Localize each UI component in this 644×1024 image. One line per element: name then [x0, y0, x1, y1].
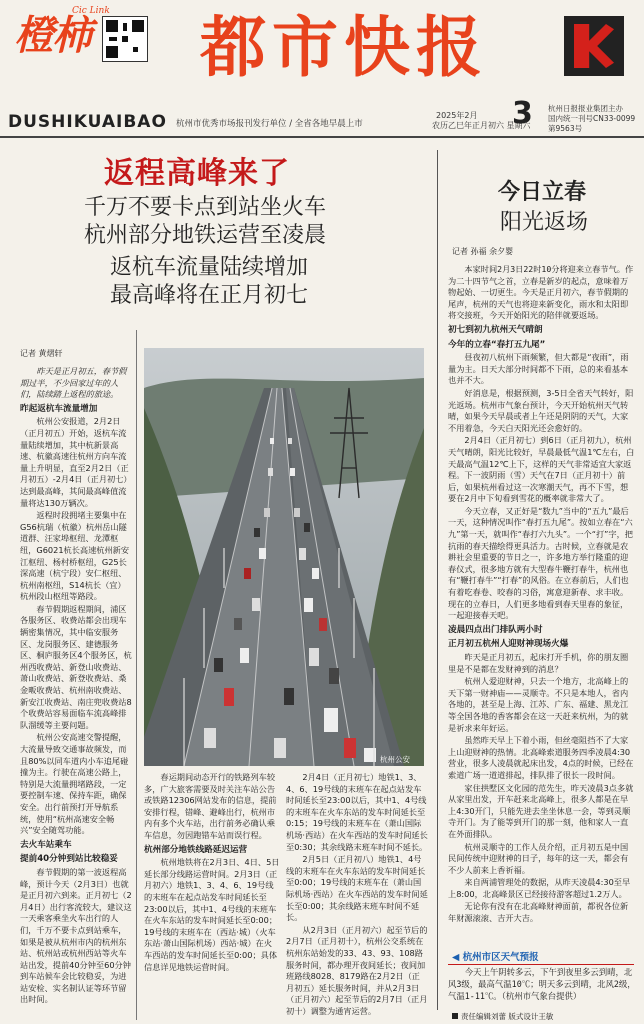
right-subheadline: 阳光返场: [500, 210, 589, 235]
paragraph: 春节假期的第一波返程高峰，预计今天（2月3日）也就是正月初六到来。正月初七（2月4日）出行客流较大，建议这一天乘客乘坐火车出行的人们，千万不要卡点到站乘车，如果是被从杭州市内的杭州东站、杭州站或杭州西站等火车站出发，提前40分钟至60分钟到车站候车会比较稳妥，为进站安检、实名制认证等环节留出时间。: [20, 866, 132, 1005]
right-column-text: [448, 264, 636, 946]
slogan: 杭州市优秀市场报刊发行单位 / 全省各地早晨上市: [176, 119, 363, 129]
article-lead: 本家时间2月3日22时10分将迎来立春节气。作为二十四节气之首，立春是新岁的起点，意味着万物起始、一切更生。今天是正月初六，春节假期的尾声，杭州的天气也将迎来新变化，雨水和太阳即将交接班，今天开始阳光的陪伴就要返场。: [448, 264, 634, 321]
weather-forecast: 今天上午阴转多云，下午到夜里多云到晴，北风3级，最高气温10℃；明天多云到晴，北风2级，气温1-11℃。（杭州市气象台提供）: [448, 967, 636, 1001]
subheadline-1: 千万不要卡点到站坐火车: [84, 195, 327, 220]
qr-code[interactable]: [102, 16, 148, 62]
paragraph: 2月4日（正月初七）到6日（正月初九），杭州天气晴朗，阳光比较好，早晨最低气温1℃左右，白天最高气温12℃上下，这样的天气非常适宜大家返程。下一波阴雨（雪）天气在7日（正月初十）前后，如果杭州看过这一次寒潮天气，再不下雪，想要在2月中下旬看到雪花的概率就非常大了。: [448, 435, 635, 504]
logo-latin: Cic Link: [72, 6, 110, 16]
section-heading: 初七到初九杭州天气晴朗: [448, 324, 543, 335]
k-logo-icon: [564, 16, 624, 76]
paragraph: 杭州灵顺寺的工作人员介绍，正月初五是中国民间传统中迎财神的日子，每年的这一天，都会有不少人前来上香祈福。: [448, 841, 629, 875]
masthead-divider: [0, 136, 644, 138]
photo-caption: 杭州公安: [380, 755, 410, 764]
paragraph: 2月5日（正月初八）地铁1、4号线的末班车在火车东站的发车时间延长至0:00；19号线的末班车在（萧山国际机场·西站）在火车西站的发车时间延长至0:00；其余线路末班车时间不延长。: [286, 854, 428, 923]
column-divider: [437, 150, 438, 1010]
paragraph: 2月4日（正月初七）地铁1、3、4、6、19号线的末班车在起点站发车时间延长至23:00以后，其中1、4号线的末班车在火车东站的发车时间延长至0:15；19号线的末班车在（萧山国际机场·西站）在火车西站的发车时间延长至0:30；其余线路末班车时间不延长。: [286, 772, 428, 852]
highway-photo-illustration: [144, 348, 424, 766]
paragraph: 今天立春，又正好是“数九”当中的“五九”最后一天，这种情况叫作“春打五九尾”。按如立春在“六九”第一天，就叫作“春打六九头”。一个“打”字，把抗雨的春天描绘得更具活力。古时候，立春就是农耕社会里重要的节日之一，许多地方举行隆重的迎春仪式，很多地方就有大型春牛鞭打春牛，杭州也有“鞭打春牛”“打春”的风俗。在立春前后，人们也有着吃春卷、咬春的习俗，寓意迎新春、求丰收。现在的立春日，人们更多地看到春天里春的象征，一起迎接春天吧。: [448, 505, 633, 621]
highway-traffic-photo: [144, 348, 424, 766]
page-number: 3: [512, 96, 533, 131]
section-subheading: 提前40分钟到站比较稳妥: [20, 854, 118, 865]
paragraph: 好消息是，根据预测，3-5日全省天气转好，阳光返场。杭州市气象台预计，今天开始杭州天气转晴，如果今天早晨或者上午还是阴阴的天气，大家不用着急，今天白天阳光还会愈好的。: [448, 387, 634, 433]
paragraph: 来自两浦管理处的数据，从昨天凌晨4:30至早上8:00，北高峰景区已经接待游客超过1.2万人。: [448, 877, 631, 899]
paragraph: 无论你有没有在北高峰财神面前，都祝各位新年财源滚滚、吉开大吉。: [448, 901, 629, 924]
paragraph: 杭州公安高速交警提醒，大流量导致交通事故频发，而且80%以同车道内小车追尾碰撞为主。行驶在高速公路上，特别是大流量拥堵路段，一定要控制车速、保持车距，确保安全。出行前预打开导航系统，使用“杭州高速安全畅兴”安全随驾功能。: [20, 732, 129, 836]
paragraph: 杭州地铁将在2月3日、4日、5日延长部分线路运营时间。2月3日（正月初六）地铁1、3、4、6、19号线的末班车在起点站发车时间延长至23:00以后，其中1、4号线的末班车在火车东站的发车时间延长至0:00；19号线的末班车在（西站·城）（火车东站·萧山国际机场）西站·城）在火车西站的发车时间延长至0:00；具体信息详见地铁运营时间。: [144, 857, 280, 972]
paragraph: 春节假期返程期间，浦区各服务区、收费站都会出现车辆密集情况，其中临安服务区、龙岗服务区、建德服务区、桐庐服务区4个服务区，杭州西收费站、新登山收费站、萧山收费站、新登收费站、桑金畈收费站、杭州南收费站、新安江收费站、南庄兜收费站8个收费站容易面临车流高峰排队溜缓等主要问题。: [20, 603, 132, 730]
paragraph: 春运期间动态开行的铁路列车较多，广大旅客需要及时关注车站公告或铁路12306网站发布的信息，提前安排行程，错峰、避峰出行，杭州市内有多个火车站，出行前务必确认乘车信息，勿因跑错车站而误行程。: [144, 772, 277, 840]
center-column-text-1: [144, 772, 280, 1020]
paragraph: 返程时段拥堵主要集中在G56杭瑞（杭徽）杭州岳山隧道群、汪家埠枢纽、龙潭枢纽，G6021杭长高速杭州新安江枢纽、杨村桥枢纽，G25长深高速（杭宁段）安仁枢纽、杭州南枢纽，S14杭长（宜）杭州段山枢纽等路段。: [20, 510, 130, 602]
paragraph: 昨天是正月初五，起床打开手机，你的朋友圈里是不是都在发财神到的消息？: [448, 652, 629, 674]
article-lead: 昨天是正月初五，春节假期过半，不少回家过年的人们，陆续踏上返程的旅途。: [20, 366, 127, 400]
paragraph: 从2月3日（正月初六）起至节后的2月7日（正月初十），杭州公交系统在杭州东站始发的33、43、93、108路服务时间，都办理开夜间延长；夜间加班路线8028、8179路在2月2日（正月初五）延长服务时间，并从2月3日（正月初六）起至节后的2月7日（正月初十）调整为通宵运营。: [286, 924, 428, 1016]
center-column-text-2: [286, 772, 428, 1020]
paragraph: 杭州人爱迎财神，只去一个地方，北高峰上的天下第一财神庙——灵顺寺。不只是本地人，省内各地的，甚至是上海、江苏、广东、福建、黑龙江等全国各地的香客都会在这一天赶来杭州，为的就是祈求来年好运。: [448, 676, 629, 733]
newspaper-pinyin: DUSHIKUAIBAO: [8, 112, 167, 132]
main-headline: 返程高峰来了: [104, 156, 290, 191]
section-heading: 去火车站乘车: [20, 839, 72, 850]
subheadline-4: 最高峰将在正月初七: [110, 283, 309, 308]
square-icon: [452, 1013, 458, 1019]
paragraph: 昼夜初八杭州下雨频繁，但大都是“夜雨”，雨量为主。日天大部分时间都不下雨，总的来看基本也并不大。: [448, 352, 629, 386]
section-heading: 杭州部分地铁线路延迟运营: [144, 844, 248, 855]
byline: 记者 黄熠轩: [20, 349, 63, 358]
editor-credit: 责任编辑刘蕾 版式设计王敏: [452, 1011, 553, 1022]
section-subheading: 今年的立春“春打五九尾”: [448, 339, 546, 350]
column-divider: [136, 330, 137, 1020]
date-line: 2025年2月: [436, 111, 478, 120]
subheadline-2: 杭州部分地铁运营至凌晨: [84, 223, 327, 248]
lunar-date-line: 农历乙巳年正月初六 星期六: [432, 121, 531, 130]
section-heading: 昨起返杭车流量增加: [20, 403, 98, 414]
section-heading: 凌晨四点出门排队两小时: [448, 624, 543, 635]
paragraph: 家住拱墅区文化园的范先生，昨天凌晨3点多就从家里出发，开车赶来北高峰上，很多人都是在早上4:30开门，只能先进去坐坐休息一会，等到灵顺寺开门。为了能等到开门的那一刻，他和家人一直在外面排队。: [448, 782, 634, 839]
weather-title: ◀ 杭州市区天气预报: [452, 952, 539, 963]
section-subheading: 正月初五杭州人迎财神现场火爆: [448, 639, 569, 650]
paragraph: 虽然昨天早上下着小雨，但丝毫阻挡不了大家上山迎财神的热情。北高峰索道服务四季凌晨4:30营业，很多人凌晨就起床出发，4点的时候，已经在索道广场一道道排起，排队排了很长一段时间。: [448, 735, 634, 780]
logo: 橙柿: [14, 12, 90, 59]
left-column-text: [20, 366, 132, 1018]
subheadline-3: 返杭车流量陆续增加: [110, 255, 309, 280]
publisher-info: 杭州日报报业集团主办 国内统一刊号CN33-0099 第9563号: [548, 104, 636, 133]
paragraph: 杭州公安报道，2月2日（正月初五）开始，返杭车流量陆续增加，其中杭新景高速、杭徽高速往杭州方向车流量上升明显，直至2月2日（正月初五）-2月4日（正月初七）达到最高峰，其间最高峰值流量将达130万辆次。: [20, 416, 132, 508]
newspaper-title: 都市快报: [200, 9, 488, 86]
right-byline: 记者 孙福 余夕婴: [452, 247, 514, 256]
right-headline: 今日立春: [498, 180, 587, 205]
